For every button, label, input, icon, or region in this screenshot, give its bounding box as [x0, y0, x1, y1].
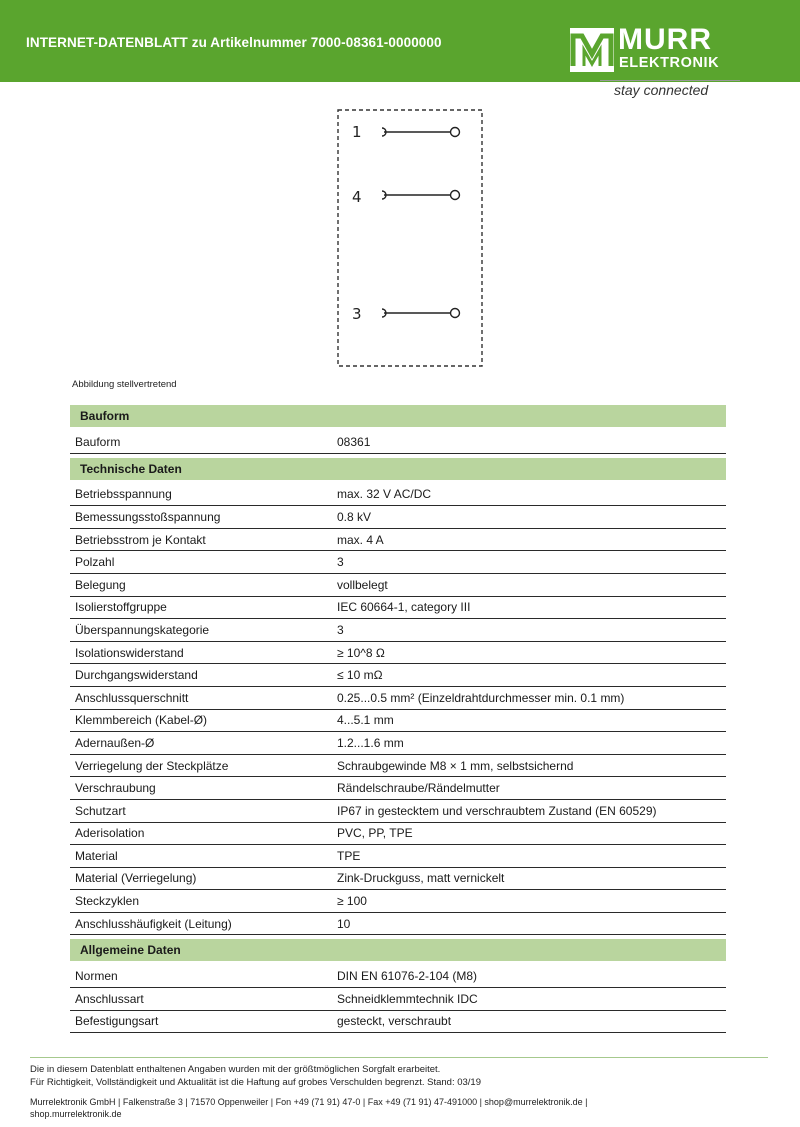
disclaimer-line-2: Für Richtigkeit, Vollständigkeit und Aktualität ist die Haftung auf grobes Verschulden begrenzt. Stand: 03/19 — [30, 1076, 481, 1088]
pin-assignment-diagram — [336, 108, 486, 370]
property-value: 1.2...1.6 mm — [337, 735, 404, 750]
pin-1 — [352, 123, 460, 141]
property-name: Aderisolation — [75, 826, 145, 841]
page-footer — [30, 1057, 768, 1120]
property-name: Normen — [75, 969, 118, 984]
property-name: Isolierstoffgruppe — [75, 600, 167, 615]
table-row — [70, 913, 726, 936]
section-header: Allgemeine Daten — [70, 939, 726, 961]
property-name: Belegung — [75, 577, 126, 592]
property-value: 0.25...0.5 mm² (Einzeldrahtdurchmesser min. 0.1 mm) — [337, 690, 625, 705]
footer-divider — [30, 1057, 768, 1058]
document-title: INTERNET-DATENBLATT zu Artikelnummer 7000-08361-0000000 — [26, 35, 442, 50]
table-row — [70, 642, 726, 665]
table-row — [70, 551, 726, 574]
property-name: Bauform — [75, 434, 121, 449]
section-header: Bauform — [70, 405, 726, 427]
property-value: 10 — [337, 916, 351, 931]
logo-mark-icon — [570, 28, 614, 72]
diagram-frame — [338, 110, 482, 366]
property-value: 3 — [337, 622, 344, 637]
property-name: Schutzart — [75, 803, 126, 818]
property-name: Anschlussquerschnitt — [75, 690, 189, 705]
property-name: Betriebsspannung — [75, 487, 172, 502]
property-value: Schneidklemmtechnik IDC — [337, 991, 478, 1006]
table-row — [70, 597, 726, 620]
property-name: Überspannungskategorie — [75, 622, 210, 637]
property-value: ≥ 100 — [337, 894, 367, 909]
address-line-1: Murrelektronik GmbH | Falkenstraße 3 | 71570 Oppenweiler | Fon +49 (71 91) 47-0 | Fax +49 (71 91) 47-491000 | shop@murrelektronik.de | — [30, 1097, 588, 1107]
disclaimer-line-1: Die in diesem Datenblatt enthaltenen Angaben wurden mit der größtmöglichen Sorgfalt erarbeitet. — [30, 1064, 441, 1075]
table-row — [70, 965, 726, 988]
table-row — [70, 1011, 726, 1034]
table-row — [70, 732, 726, 755]
property-value: max. 4 A — [337, 532, 384, 547]
table-row — [70, 800, 726, 823]
section-header: Technische Daten — [70, 458, 726, 480]
property-name: Bemessungsstoßspannung — [75, 509, 221, 524]
property-name: Betriebsstrom je Kontakt — [75, 532, 206, 547]
pin-3-label: 3 — [352, 305, 362, 323]
logo-text-bottom: ELEKTRONIK — [619, 55, 720, 71]
tagline: stay connected — [614, 82, 709, 98]
specification-table — [70, 405, 726, 1033]
property-name: Befestigungsart — [75, 1014, 159, 1029]
pin-4-label: 4 — [352, 188, 362, 206]
tagline-rule — [600, 80, 740, 81]
property-value: PVC, PP, TPE — [337, 826, 413, 841]
murrelektronik-logo — [566, 24, 722, 76]
table-row — [70, 868, 726, 891]
table-row — [70, 777, 726, 800]
property-value: max. 32 V AC/DC — [337, 487, 432, 502]
pin-1-label: 1 — [352, 123, 362, 141]
property-name: Adernaußen-Ø — [75, 735, 155, 750]
table-row — [70, 529, 726, 552]
property-value: 0.8 kV — [337, 509, 372, 524]
property-value: Schraubgewinde M8 × 1 mm, selbstsichernd — [337, 758, 574, 773]
property-name: Isolationswiderstand — [75, 645, 184, 660]
pin-3 — [352, 305, 460, 323]
table-row — [70, 755, 726, 778]
page-header — [0, 0, 800, 82]
table-row — [70, 988, 726, 1011]
property-value: ≥ 10^8 Ω — [337, 645, 385, 660]
property-value: 4...5.1 mm — [337, 713, 394, 728]
address-line-2: shop.murrelektronik.de — [30, 1108, 122, 1119]
property-name: Material (Verriegelung) — [75, 871, 197, 886]
property-value: ≤ 10 mΩ — [337, 668, 383, 683]
property-name: Anschlusshäufigkeit (Leitung) — [75, 916, 232, 931]
property-name: Verriegelung der Steckplätze — [75, 758, 229, 773]
table-row — [70, 574, 726, 597]
table-row — [70, 664, 726, 687]
pin-4 — [352, 188, 460, 206]
property-value: vollbelegt — [337, 577, 388, 592]
footer-disclaimer — [30, 1064, 768, 1089]
property-value: TPE — [337, 848, 361, 863]
table-row — [70, 687, 726, 710]
property-value: gesteckt, verschraubt — [337, 1014, 452, 1029]
footer-address — [30, 1097, 768, 1120]
property-value: Rändelschraube/Rändelmutter — [337, 781, 500, 796]
property-value: Zink-Druckguss, matt vernickelt — [337, 871, 505, 886]
image-caption: Abbildung stellvertretend — [72, 379, 177, 390]
table-row — [70, 619, 726, 642]
property-value: 08361 — [337, 434, 371, 449]
table-row — [70, 890, 726, 913]
property-name: Material — [75, 848, 118, 863]
logo-text-top: MURR — [618, 23, 712, 56]
table-row — [70, 845, 726, 868]
table-row — [70, 431, 726, 454]
property-value: IEC 60664-1, category III — [337, 600, 471, 615]
table-row — [70, 823, 726, 846]
table-row — [70, 710, 726, 733]
property-value: 3 — [337, 555, 344, 570]
table-row — [70, 506, 726, 529]
property-name: Durchgangswiderstand — [75, 668, 198, 683]
property-value: DIN EN 61076-2-104 (M8) — [337, 969, 478, 984]
property-name: Polzahl — [75, 555, 115, 570]
property-name: Steckzyklen — [75, 894, 140, 909]
property-name: Klemmbereich (Kabel-Ø) — [75, 713, 208, 728]
property-name: Anschlussart — [75, 991, 144, 1006]
property-value: IP67 in gestecktem und verschraubtem Zustand (EN 60529) — [337, 803, 657, 818]
property-name: Verschraubung — [75, 781, 156, 796]
table-row — [70, 484, 726, 507]
